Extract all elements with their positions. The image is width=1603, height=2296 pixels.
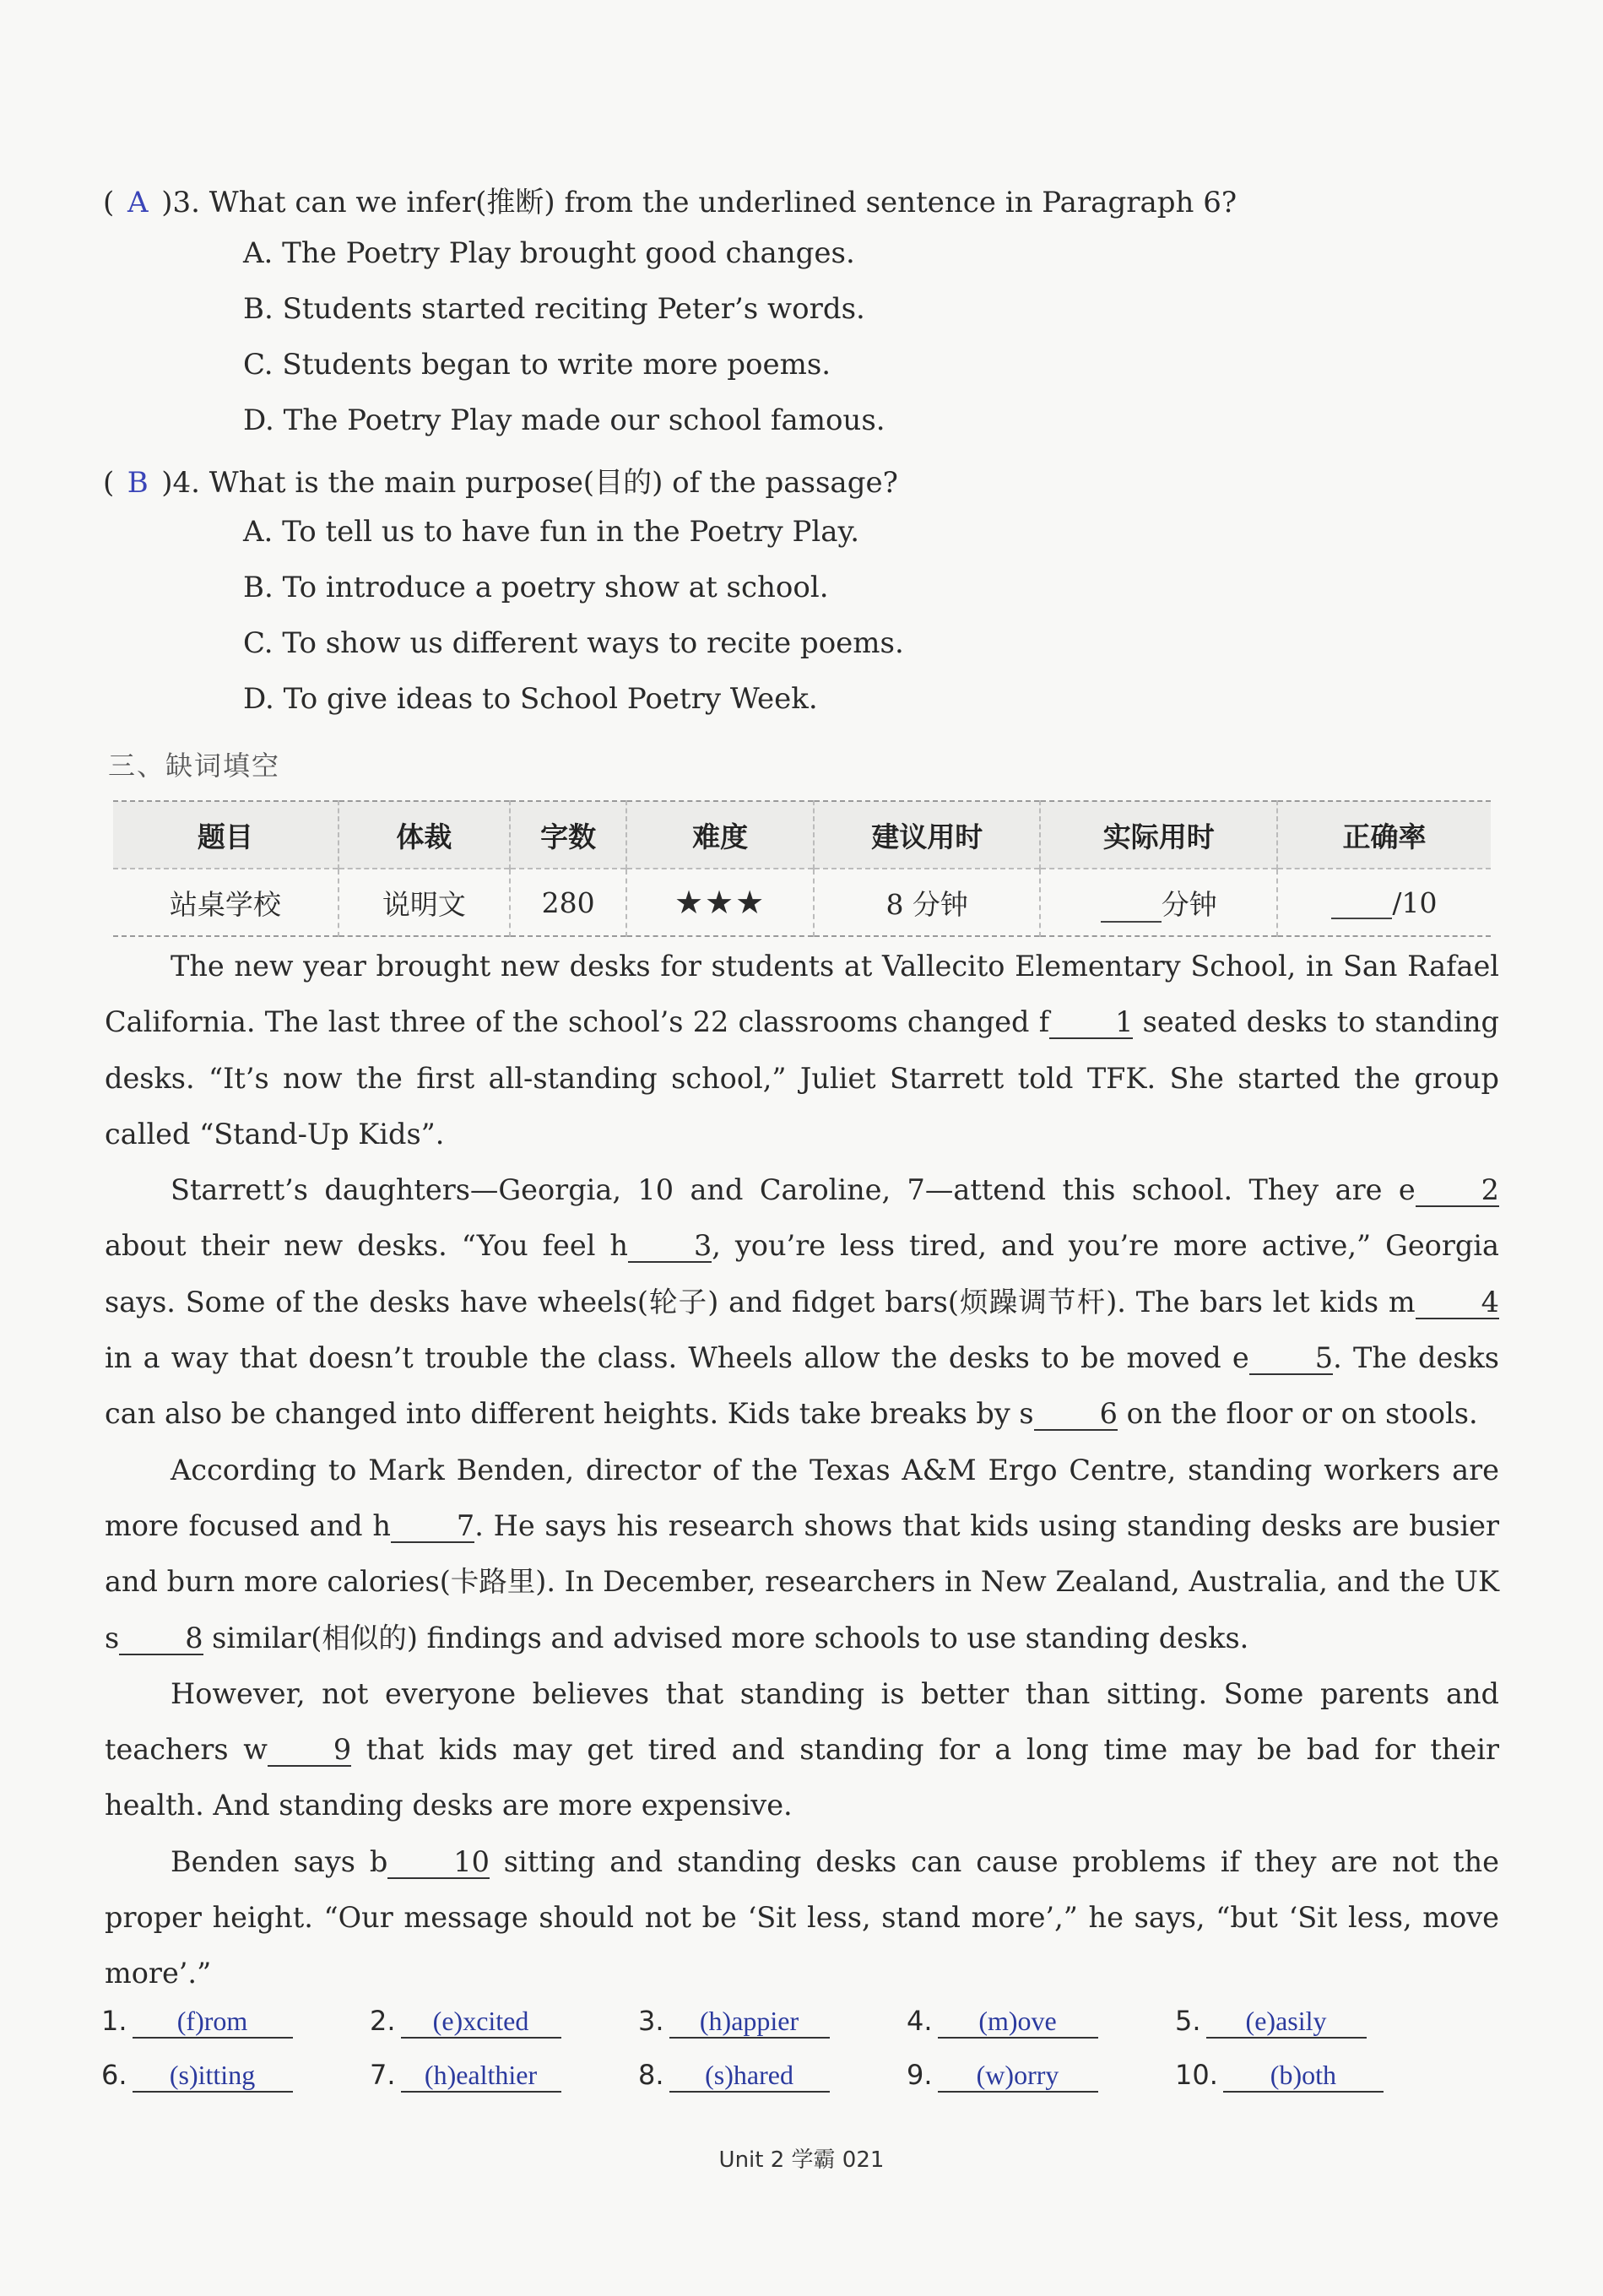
blank-5: 5 [1249, 1343, 1333, 1375]
table-header: 实际用时 [1040, 801, 1276, 869]
table-row [113, 869, 1491, 936]
open-paren: ( [103, 466, 115, 500]
accuracy-cell[interactable]: /10 [1277, 869, 1491, 936]
words-cell: 280 [510, 869, 626, 936]
option-c: C. To show us different ways to recite poems. [243, 626, 904, 660]
option-a: A. To tell us to have fun in the Poetry Play. [243, 515, 860, 549]
answer-item[interactable]: 1. (f)rom [101, 2004, 293, 2039]
section-title: 三、缺词填空 [108, 750, 281, 782]
paragraph-3: According to Mark Benden, director of the Texas A&M Ergo Centre, standing workers are more focused and h 7. He says his research shows that kids using standing desks are busier and burn more calories(卡路里). In December, researchers in New Zealand, Australia, and the UK s 8 similar(相似的) findings and advised more schools to use standing desks. [105, 1453, 1500, 1654]
answer-item[interactable]: 10. (b)oth [1175, 2058, 1384, 2093]
blank-10: 10 [387, 1847, 490, 1879]
blank-9: 9 [268, 1735, 351, 1767]
table-header-row [113, 801, 1491, 869]
accuracy-blank[interactable] [1331, 892, 1392, 919]
blank-4: 4 [1416, 1287, 1499, 1319]
topic-cell: 站桌学校 [113, 869, 338, 936]
answer-field[interactable]: (m)ove [938, 2006, 1098, 2039]
table-header: 建议用时 [814, 801, 1041, 869]
actual-time-blank[interactable] [1101, 896, 1162, 923]
answer-field[interactable]: (e)asily [1206, 2006, 1367, 2039]
paragraph-2: Starrett’s daughters—Georgia, 10 and Caroline, 7—attend this school. They are e 2 about their new desks. “You feel h 3, you’re less tired, and you’re more active,” Georgia says. Some of the desks have wheels(轮子) and fidget bars(烦躁调节杆). The bars let kids m 4 in a way that doesn’t trouble the class. Wheels allow the desks to be moved e 5. The desks can also be changed into different heights. Kids take breaks by s 6 on the floor or on stools. [105, 1173, 1499, 1431]
answer-field[interactable]: (f)rom [133, 2006, 293, 2039]
suggested-time-cell: 8 分钟 [814, 869, 1041, 936]
answer-item[interactable]: 9. (w)orry [907, 2058, 1098, 2093]
difficulty-stars: ★★★ [626, 869, 814, 936]
table-header: 体裁 [338, 801, 510, 869]
answer-item[interactable]: 5. (e)asily [1175, 2004, 1367, 2039]
open-paren: ( [103, 186, 115, 219]
table-header: 字数 [510, 801, 626, 869]
page-footer: Unit 2 学霸 021 [718, 2147, 885, 2173]
info-table [113, 800, 1491, 937]
answer-field[interactable]: (h)ealthier [401, 2060, 561, 2093]
genre-cell: 说明文 [338, 869, 510, 936]
answer-item[interactable]: 3. (h)appier [638, 2004, 830, 2039]
table-header: 难度 [626, 801, 814, 869]
paragraph-5: Benden says b 10 sitting and standing desks can cause problems if they are not the proper height. “Our message should not be ‘Sit less, stand more’,” he says, “but ‘Sit less, move more’.” [105, 1844, 1499, 1990]
answer-item[interactable]: 4. (m)ove [907, 2004, 1098, 2039]
option-b: B. To introduce a poetry show at school. [243, 571, 829, 604]
actual-time-cell[interactable]: 分钟 [1040, 869, 1276, 936]
question-4 [103, 459, 898, 501]
paragraph-1: The new year brought new desks for students at Vallecito Elementary School, in San Rafael California. The last three of the school’s 22 classrooms changed f 1 seated desks to standing desks. “It’s now the first all-standing school,” Juliet Starrett told TFK. She started the group called “Stand-Up Kids”. [105, 950, 1499, 1151]
answer-item[interactable]: 6. (s)itting [101, 2058, 293, 2093]
table-header: 正确率 [1277, 801, 1491, 869]
answer-item[interactable]: 2. (e)xcited [370, 2004, 561, 2039]
option-d: D. The Poetry Play made our school famous. [243, 403, 885, 437]
question-number: )4. [161, 466, 200, 500]
answer-field[interactable]: (b)oth [1223, 2060, 1384, 2093]
answer-item[interactable]: 8. (s)hared [638, 2058, 830, 2093]
answer-field[interactable]: (e)xcited [401, 2006, 561, 2039]
answer-item[interactable]: 7. (h)ealthier [370, 2058, 561, 2093]
option-d: D. To give ideas to School Poetry Week. [243, 682, 818, 716]
blank-2: 2 [1416, 1175, 1499, 1207]
answer-field[interactable]: (s)itting [133, 2060, 293, 2093]
answer-letter: A [127, 186, 149, 219]
option-a: A. The Poetry Play brought good changes. [243, 236, 855, 270]
passage [105, 939, 1499, 2002]
blank-1: 1 [1049, 1007, 1133, 1039]
question-stem: What can we infer(推断) from the underlined sentence in Paragraph 6? [208, 186, 1237, 219]
blank-7: 7 [391, 1511, 474, 1543]
answer-field[interactable]: (s)hared [669, 2060, 830, 2093]
table-header: 题目 [113, 801, 338, 869]
option-b: B. Students started reciting Peter’s words. [243, 292, 865, 326]
paragraph-4: However, not everyone believes that standing is better than sitting. Some parents and teachers w 9 that kids may get tired and standing for a long time may be bad for their health. And standing desks are more expensive. [105, 1676, 1500, 1822]
blank-3: 3 [628, 1231, 712, 1263]
question-stem: What is the main purpose(目的) of the passage? [208, 466, 898, 500]
answer-letter: B [127, 466, 149, 500]
blank-6: 6 [1034, 1399, 1118, 1431]
question-number: )3. [161, 186, 200, 219]
answer-field[interactable]: (h)appier [669, 2006, 830, 2039]
question-3 [103, 179, 1237, 220]
blank-8: 8 [119, 1623, 203, 1655]
option-c: C. Students began to write more poems. [243, 348, 831, 382]
answer-field[interactable]: (w)orry [938, 2060, 1098, 2093]
